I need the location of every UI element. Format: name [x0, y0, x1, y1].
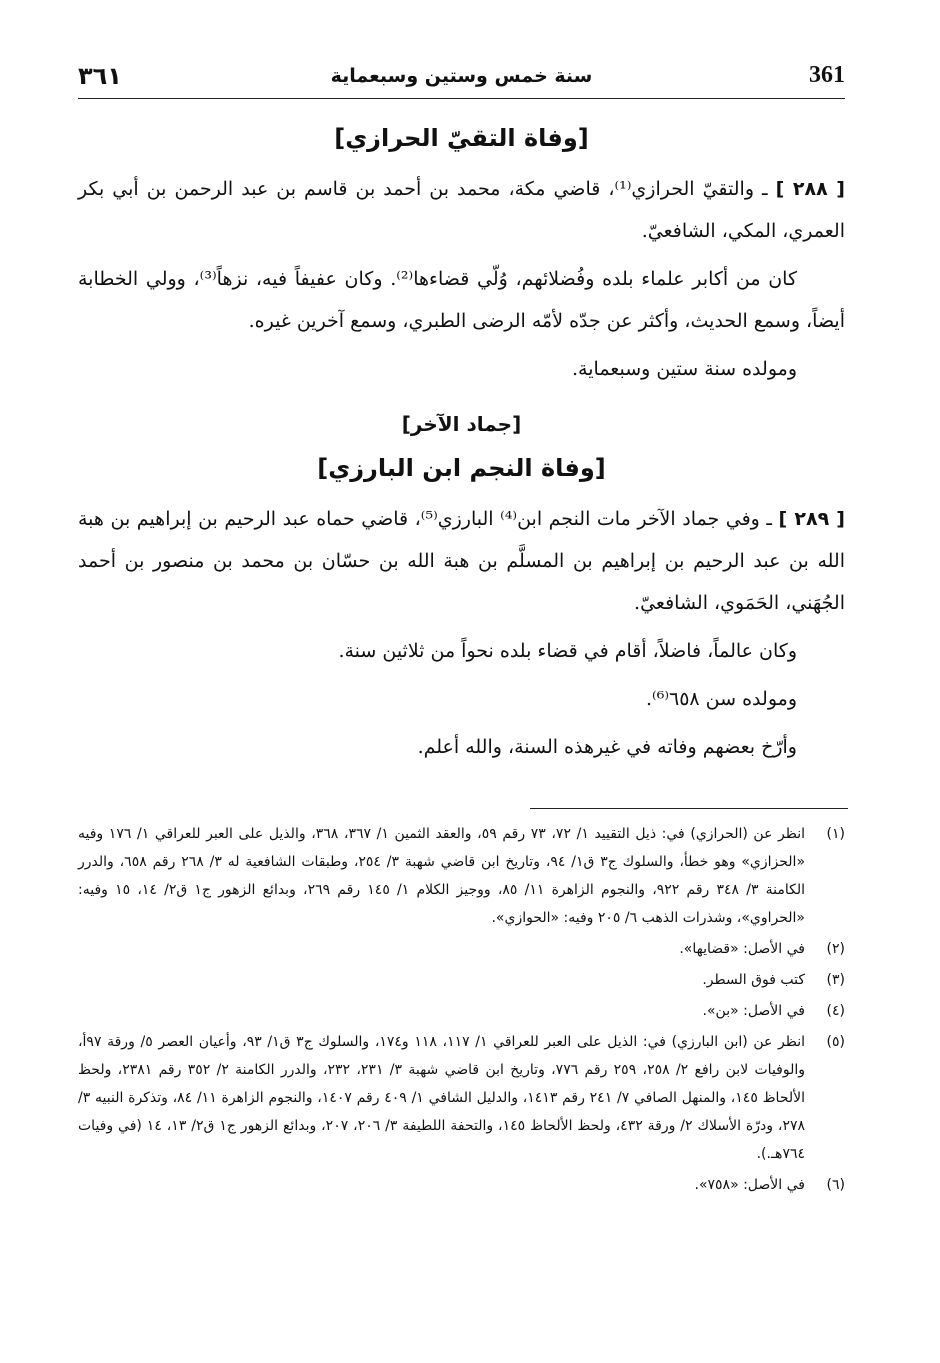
- footnote: [78, 997, 845, 1025]
- page-number-arabic: ٣٦١: [78, 62, 122, 90]
- entry-288-paragraph: [78, 168, 845, 252]
- footnote-separator: [530, 808, 848, 809]
- footnote: [78, 1171, 845, 1199]
- entry-289-note: وأرّخ بعضهم وفاته في غيرهذه السنة، والله أعلم.: [417, 736, 797, 758]
- running-title: سنة خمس وستين وسبعماية: [330, 65, 593, 87]
- footnote-number: (٢): [826, 941, 845, 957]
- entry-number-288: [ ٢٨٨ ]: [775, 178, 845, 200]
- entry-number-289: [ ٢٨٩ ]: [778, 508, 845, 530]
- entry-289-birth: ومولده سن ٦٥٨⁽⁶⁾.: [646, 688, 797, 710]
- footnote: [78, 1028, 845, 1168]
- entry-289-text: ـ وفي جماد الآخر مات النجم ابن⁽⁴⁾ البارزي⁽⁵⁾، قاضي حماه عبد الرحيم بن إبراهيم بن هبة الله بن عبد الرحيم بن إبراهيم بن المسلَّم بن هبة الله بن حسّان بن محمد بن منصور بن أحمد الجُهَني، الحَمَوي، الشافعيّ.: [78, 508, 845, 614]
- footnote-text: في الأصل: «٧٥٨».: [694, 1177, 805, 1193]
- footnote: [78, 820, 845, 932]
- main-text: [78, 118, 845, 774]
- entry-288-text: ـ والتقيّ الحرازي⁽¹⁾، قاضي مكة، محمد بن أحمد بن قاسم بن عبد الرحمن بن أبي بكر العمري، المكي، الشافعيّ.: [78, 178, 845, 242]
- footnote-text: انظر عن (ابن البارزي) في: الذيل على العبر للعراقي ١/ ١١٧، ١١٨ و١٧٤، والسلوك ج٣ ق١/ ٩٣، وأعيان العصر ٥/ ورقة ٩٧أ، والوفيات لابن رافع ٢/ ٢٥٨، ٢٥٩ رقم ٧٧٦، وتاريخ ابن قاضي شهبة ٣/ ٢٣١، ٢٣٢، والدرر الكامنة ٢/ ٣٥٢ رقم ٢٣٨١، ولحظ الألحاظ ١٤٥، والمنهل الصافي ٧/ ٢٤١ رقم ١٤١٣، والدليل الشافي ١/ ٤٠٩ رقم ١٤٠٧، والنجوم الزاهرة ١١/ ٨٤، وتذكرة النبيه ٣/ ٢٧٨، ودرّة الأسلاك ٢/ ورقة ٤٣٢، ولحظ الألحاظ ١٤٥، والتحفة اللطيفة ٣/ ٢٠٦، ٢٠٧، وبدائع الزهور ج١ ق٢/ ١٣، ١٤ (في وفيات ٧٦٤هـ.).: [78, 1034, 806, 1162]
- footnote-text: في الأصل: «بن».: [702, 1003, 805, 1019]
- entry-289-paragraph: [78, 498, 845, 624]
- page-number-latin: 361: [809, 62, 845, 88]
- month-heading: [جماد الآخر]: [401, 412, 522, 436]
- footnote-text: انظر عن (الحرازي) في: ذيل التقييد ١/ ٧٢، ٧٣ رقم ٥٩، والعقد الثمين ١/ ٣٦٧، ٣٦٨، والذيل على العبر للعراقي ١/ ١٧٦ وفيه «الحزازي» وهو خطأ، والسلوك ج٣ ق١/ ٩٤، وتاريخ ابن قاضي شهبة ٣/ ٢٥٤، وطبقات الشافعية له ٣/ ٢٦٨ رقم ٦٥٨، والدرر الكامنة ٣/ ٣٤٨ رقم ٩٢٢، والنجوم الزاهرة ١١/ ٨٥، ووجيز الكلام ١/ ١٤٥ رقم ٢٦٩، وبدائع الزهور ج١ ق٢/ ١٤، ١٥ وفيه: «الحراوي»، وشذرات الذهب ٦/ ٢٠٥ وفيه: «الحوازي».: [78, 826, 806, 926]
- section-heading-barizi: [وفاة النجم ابن البارزي]: [317, 454, 606, 482]
- page-header: [78, 62, 845, 99]
- footnote-number: (٦): [826, 1177, 845, 1193]
- entry-289-biography: وكان عالماً، فاضلاً، أقام في قضاء بلده نحواً من ثلاثين سنة.: [338, 640, 797, 662]
- footnote-text: في الأصل: «قضايها».: [679, 941, 805, 957]
- footnote-number: (١): [826, 826, 845, 842]
- footnote: [78, 966, 845, 994]
- footnote-number: (٣): [826, 972, 845, 988]
- footnotes: [78, 820, 845, 1202]
- footnote-number: (٥): [826, 1034, 845, 1050]
- section-heading-taqi: [وفاة التقيّ الحرازي]: [334, 124, 589, 152]
- footnote-number: (٤): [826, 1003, 845, 1019]
- footnote-text: كتب فوق السطر.: [702, 972, 805, 988]
- entry-288-biography: كان من أكابر علماء بلده وفُضلائهم، وُلّي قضاءها⁽²⁾. وكان عفيفاً فيه، نزهاً⁽³⁾، وولي الخطابة أيضاً، وسمع الحديث، وأكثر عن جدّه لأمّه الرضى الطبري، وسمع آخرين غيره.: [78, 268, 845, 332]
- footnote: [78, 935, 845, 963]
- entry-288-birth: ومولده سنة ستين وسبعماية.: [572, 358, 797, 380]
